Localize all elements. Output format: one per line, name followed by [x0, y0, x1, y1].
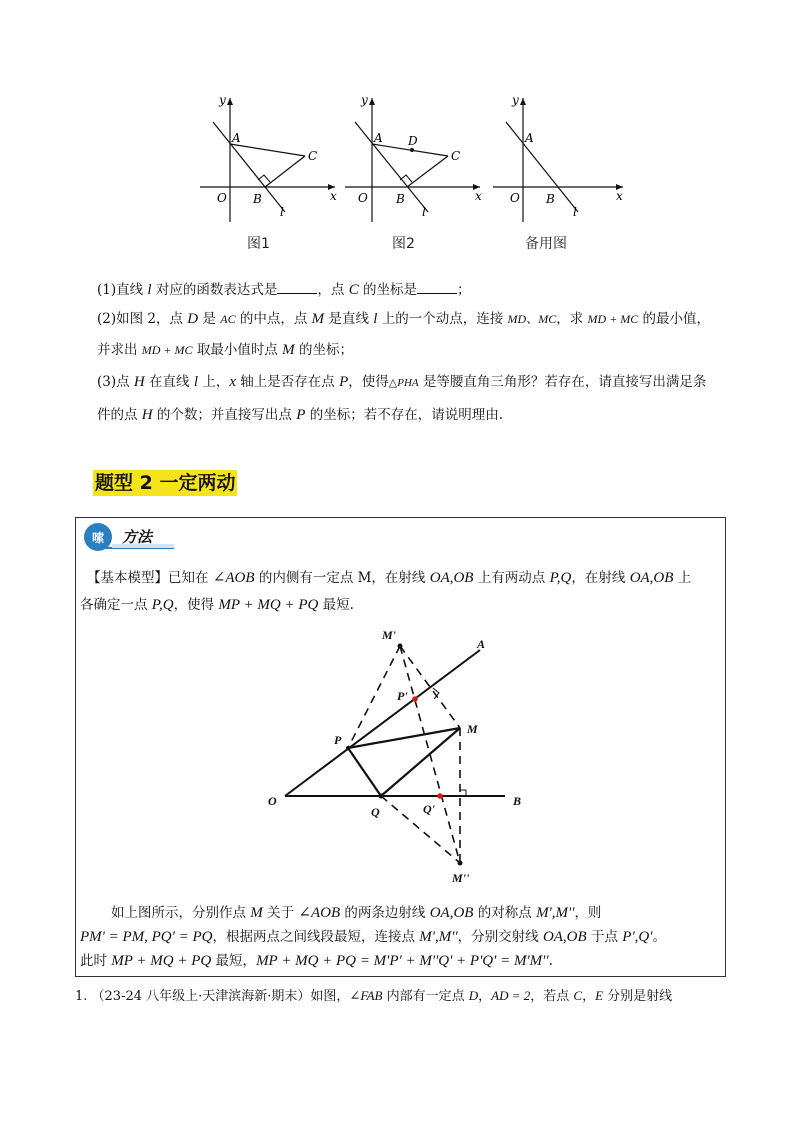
fig2-caption: 图2 — [392, 236, 415, 252]
fig3-label-o: O — [510, 191, 520, 205]
question-3-line-1: (3)点 H 在直线 l 上，x 轴上是否存在点 P，使得△PHA 是等腰直角三角形？若存在，请直接写出满足条 — [97, 374, 707, 390]
fig2-label-l: l — [422, 205, 426, 219]
method-diagram — [255, 625, 545, 885]
fig3-label-x: x — [616, 189, 623, 203]
fig3-label-l: l — [573, 205, 577, 219]
method-line-2: 各确定一点 P,Q，使得 MP + MQ + PQ 最短. — [80, 597, 354, 613]
diagram-label-p1: P' — [397, 689, 408, 703]
diagram-label-q1: Q' — [423, 802, 435, 816]
question-2-line-1: (2)如图 2，点 D 是 AC 的中点，点 M 是直线 l 上的一个动点，连接 MD、MC，求 MD + MC 的最小值， — [97, 311, 711, 327]
diagram-label-a: A — [477, 637, 486, 651]
answer-blank — [417, 281, 457, 294]
figure-3 — [488, 92, 628, 227]
section-title: 题型 2 一定两动 — [95, 472, 236, 494]
method-badge-label: 方法 — [122, 528, 153, 546]
fig2-label-c: C — [451, 149, 461, 163]
diagram-label-m2: M'' — [452, 871, 470, 885]
fig3-label-y: y — [512, 93, 519, 107]
fig3-caption: 备用图 — [525, 236, 567, 252]
next-question: 1. （23-24 八年级上·天津滨海新·期末）如图，∠FAB 内部有一定点 D，AD = 2，若点 C，E 分别是射线 — [75, 988, 673, 1004]
diagram-label-b: B — [513, 794, 522, 808]
fig1-caption: 图1 — [247, 236, 270, 252]
fig1-label-b: B — [253, 192, 262, 206]
answer-blank — [277, 281, 317, 294]
diagram-label-q: Q — [371, 805, 380, 819]
fig1-label-y: y — [219, 93, 226, 107]
figure-2 — [340, 92, 485, 227]
fig2-label-o: O — [358, 191, 368, 205]
explanation-line-3: 此时 MP + MQ + PQ 最短，MP + MQ + PQ = M'P' + M''Q' + P'Q' = M'M''. — [80, 953, 553, 969]
method-badge — [82, 522, 176, 552]
question-3-line-2: 件的点 H 的个数；并直接写出点 P 的坐标；若不存在，请说明理由. — [97, 407, 503, 423]
fig1-label-l: l — [280, 205, 284, 219]
diagram-label-m1: M' — [382, 628, 397, 642]
question-1: (1)直线 l 对应的函数表达式是 ，点 C 的坐标是 ； — [97, 282, 471, 298]
figure-1 — [195, 92, 340, 227]
fig2-label-b: B — [396, 192, 405, 206]
svg-text:嗦: 嗦 — [91, 531, 105, 545]
fig2-label-a: A — [374, 131, 383, 145]
fig3-label-b: B — [546, 192, 555, 206]
fig3-label-a: A — [525, 131, 534, 145]
diagram-label-o: O — [268, 794, 277, 808]
fig2-label-y: y — [361, 93, 368, 107]
diagram-label-m: M — [467, 722, 478, 736]
fig2-label-d: D — [408, 134, 418, 148]
explanation-line-2: PM' = PM, PQ' = PQ，根据两点之间线段最短，连接点 M',M''，分别交射线 OA,OB 于点 P',Q'。 — [80, 929, 666, 945]
explanation-line-1: 如上图所示，分别作点 M 关于 ∠AOB 的两条边射线 OA,OB 的对称点 M',M''，则 — [111, 905, 602, 921]
question-2-line-2: 并求出 MD + MC 取最小值时点 M 的坐标； — [97, 342, 353, 358]
fig1-label-c: C — [308, 149, 318, 163]
fig1-label-a: A — [232, 131, 241, 145]
diagram-label-p: P — [334, 733, 342, 747]
fig1-label-o: O — [217, 191, 227, 205]
method-line-1: 【基本模型】已知在 ∠AOB 的内侧有一定点 M，在射线 OA,OB 上有两动点 P,Q，在射线 OA,OB 上 — [87, 570, 692, 586]
fig1-label-x: x — [330, 189, 337, 203]
fig2-label-x: x — [475, 189, 482, 203]
